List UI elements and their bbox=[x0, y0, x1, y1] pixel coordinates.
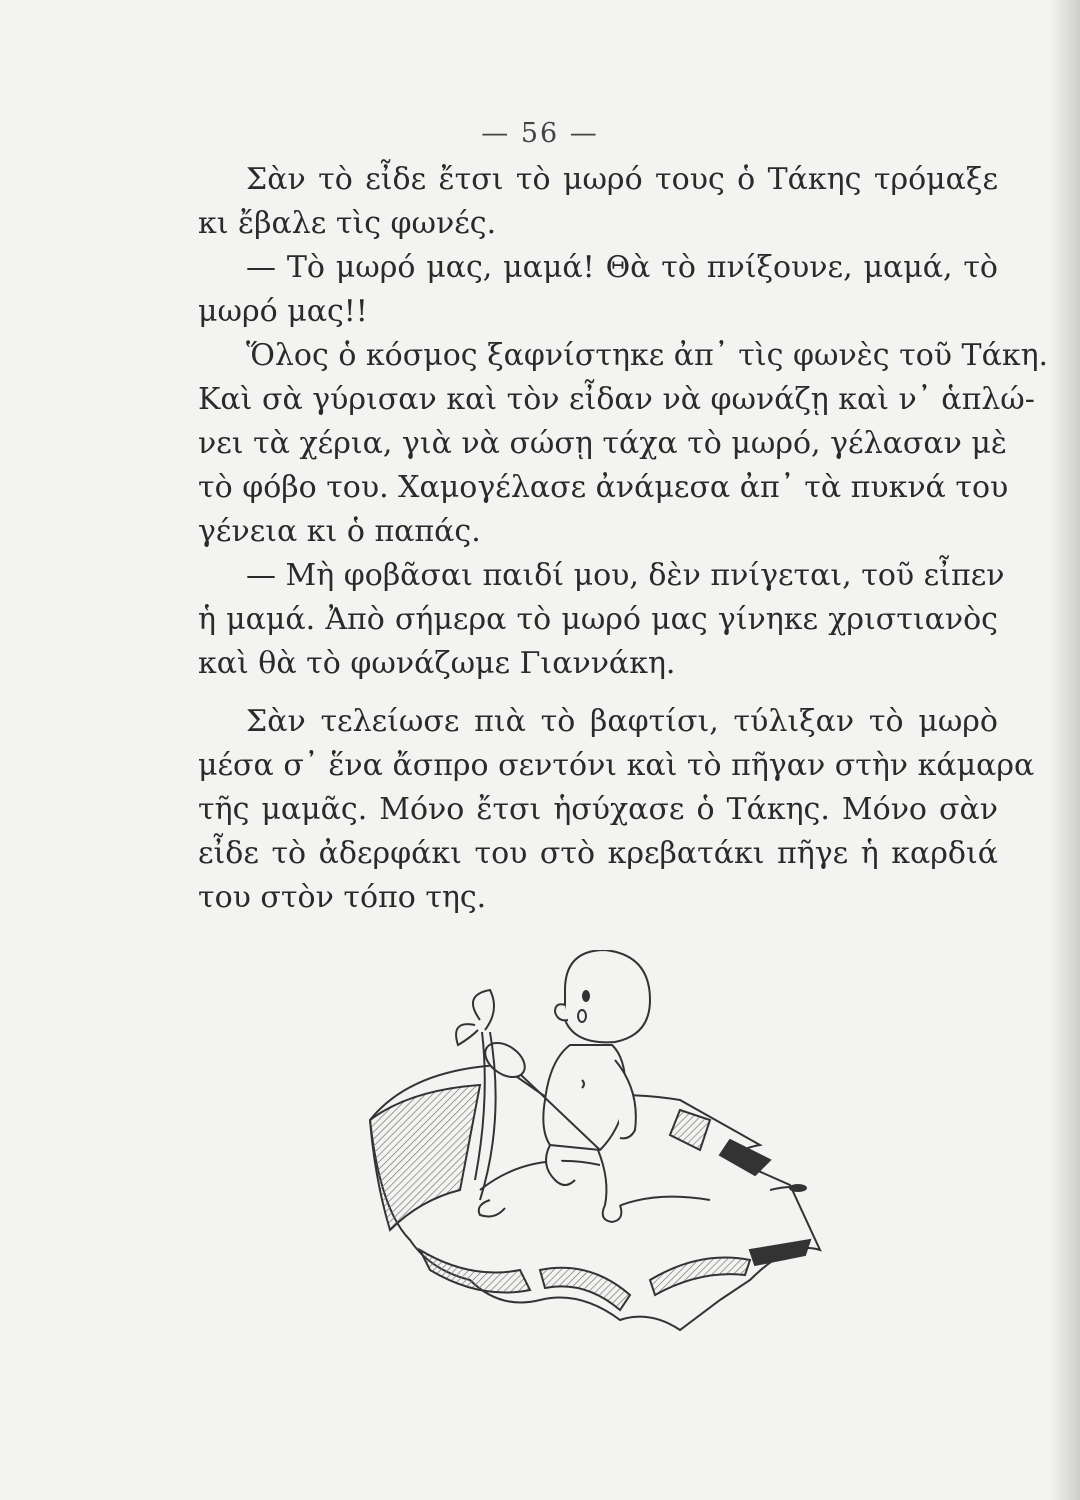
text-line: Ὅλος ὁ κόσμος ξαφνίστηκε ἀπ᾿ τὶς φωνὲς τοῦ Τάκη. bbox=[246, 338, 1049, 373]
text-line: μέσα σ᾿ ἕνα ἄσπρο σεντόνι καὶ τὸ πῆγαν στὴν κάμαρα bbox=[198, 748, 1035, 783]
paragraph-gap bbox=[198, 686, 998, 700]
baby-on-blanket-illustration bbox=[350, 950, 830, 1380]
body-text bbox=[198, 158, 1049, 920]
page-number: — 56 — bbox=[481, 118, 599, 149]
text-line: του στὸν τόπο της. bbox=[198, 880, 487, 915]
text-line: Καὶ σὰ γύρισαν καὶ τὸν εἶδαν νὰ φωνάζῃ καὶ ν᾿ ἁπλώ- bbox=[198, 382, 1035, 417]
text-line: Σὰν τελείωσε πιὰ τὸ βαφτίσι, τύλιξαν τὸ μωρὸ bbox=[246, 704, 998, 739]
text-line: — Μὴ φοβᾶσαι παιδί μου, δὲν πνίγεται, τοῦ εἶπεν bbox=[246, 558, 1005, 593]
text-line: — Τὸ μωρό μας, μαμά! Θὰ τὸ πνίξουνε, μαμά, τὸ bbox=[246, 250, 998, 285]
text-line: μωρό μας!! bbox=[198, 294, 368, 329]
text-line: ἡ μαμά. Ἀπὸ σήμερα τὸ μωρό μας γίνηκε χριστιανὸς bbox=[198, 602, 998, 637]
text-line: τὸ φόβο του. Χαμογέλασε ἀνάμεσα ἀπ᾿ τὰ πυκνά του bbox=[198, 470, 1009, 505]
text-line: Σὰν τὸ εἶδε ἔτσι τὸ μωρό τους ὁ Τάκης τρόμαξε bbox=[246, 162, 998, 197]
text-line: τῆς μαμᾶς. Μόνο ἔτσι ἡσύχασε ὁ Τάκης. Μόνο σὰν bbox=[198, 792, 998, 827]
text-line: εἶδε τὸ ἀδερφάκι του στὸ κρεβατάκι πῆγε ἡ καρδιά bbox=[198, 836, 998, 871]
page-edge-shadow bbox=[1050, 0, 1080, 1500]
text-line: καὶ θὰ τὸ φωνάζωμε Γιαννάκη. bbox=[198, 646, 676, 681]
text-line: νει τὰ χέρια, γιὰ νὰ σώσῃ τάχα τὸ μωρό, γέλασαν μὲ bbox=[198, 426, 1007, 461]
text-line: γένεια κι ὁ παπάς. bbox=[198, 514, 481, 549]
text-line: κι ἔβαλε τὶς φωνές. bbox=[198, 206, 497, 241]
